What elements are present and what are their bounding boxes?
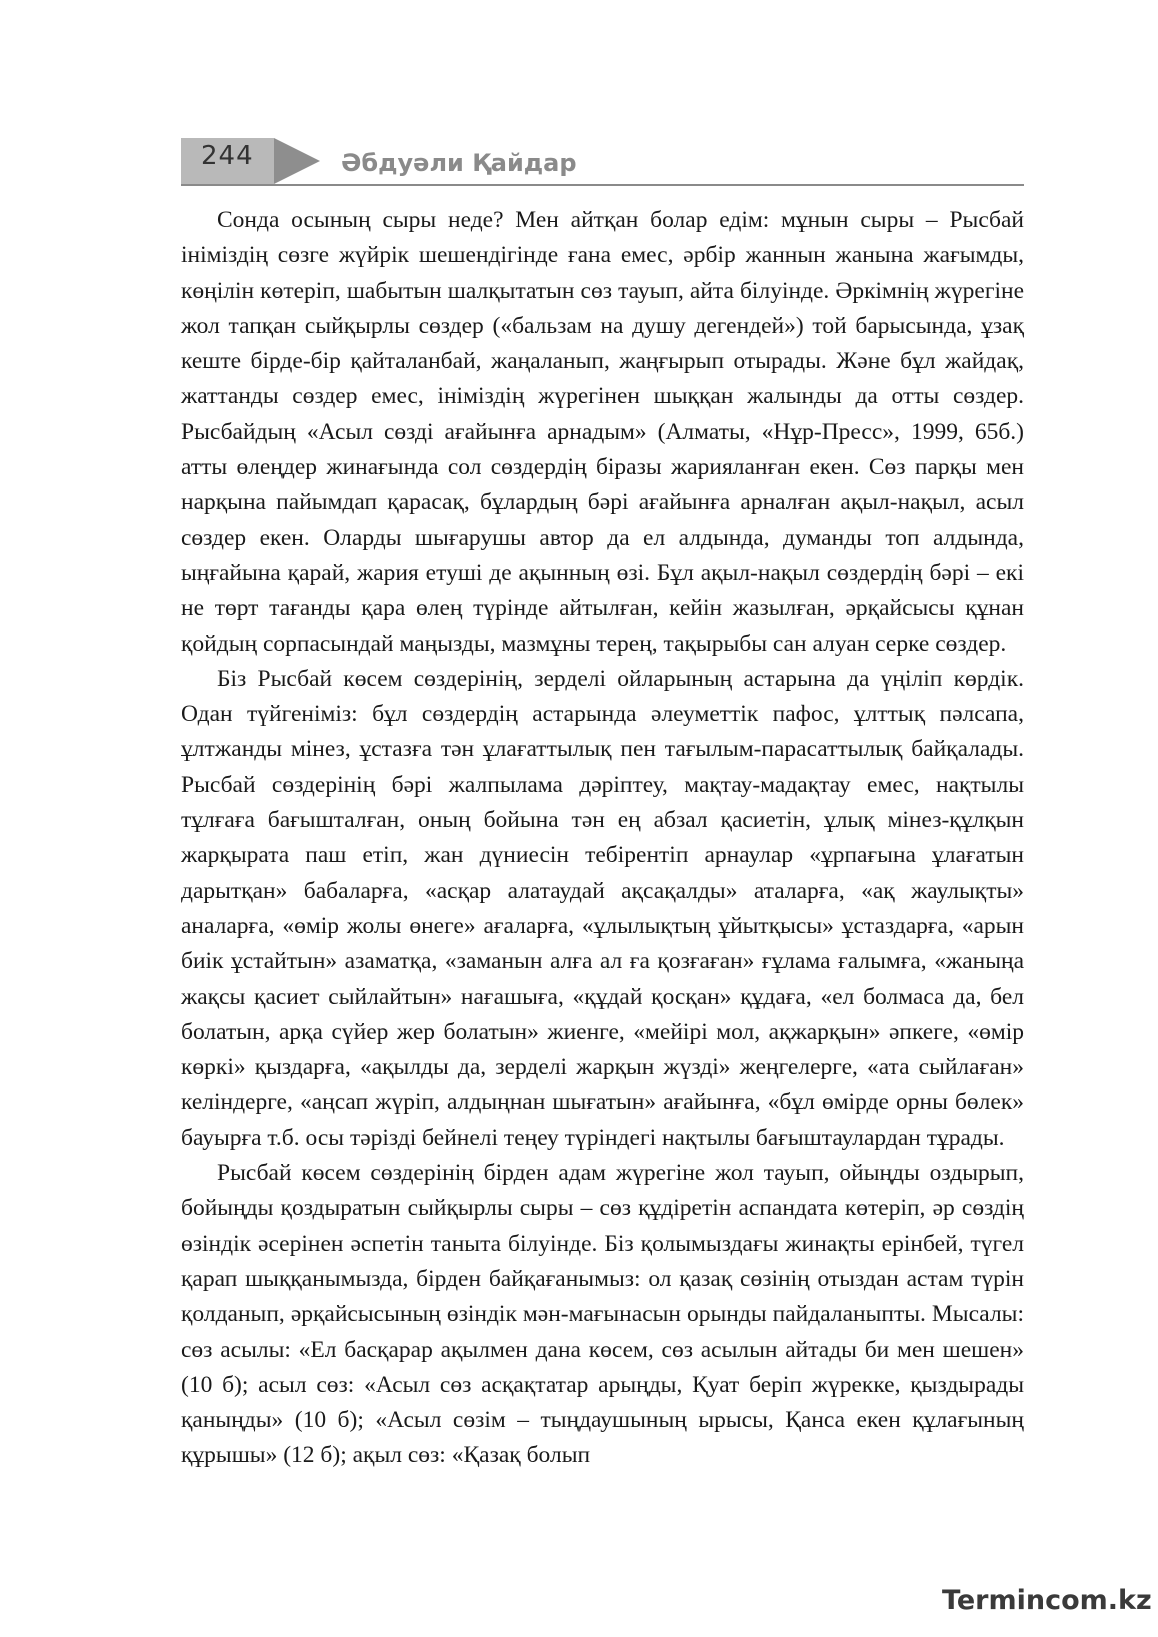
header-arrow-decoration: [274, 138, 320, 184]
watermark-logo: [942, 1585, 1152, 1616]
watermark-text: Termincom.kz: [942, 1585, 1152, 1616]
paragraph-2: Біз Рысбай көсем сөздерінің, зерделі ойларының астарына да үңіліп көрдік. Одан түйгеніміз: бұл сөздердің астарында әлеуметтік пафос, ұлттық пәлсапа, ұлтжанды мінез, ұстазға тән ұлағаттылық пен тағылым-парасаттылық байқалады. Рысбай сөздерінің бәрі жалпылама дәріптеу, мақтау-мадақтау емес, нақтылы тұлғаға бағышталған, оның бойына тән ең абзал қасиетін, ұлық мінез-құлқын жарқырата паш етіп, жан дүниесін тебірентіп арнаулар «ұрпағына ұлағатын дарытқан» бабаларға, «асқар алатаудай ақсақалды» аталарға, «ақ жаулықты» аналарға, «өмір жолы өнеге» ағаларға, «ұлылықтың ұйытқысы» ұстаздарға, «арын биік ұстайтын» азаматқа, «заманын алға ал ға қозғаған» ғұлама ғалымға, «жаныңа жақсы қасиет сыйлайтын» нағашыға, «құдай қосқан» құдаға, «ел болмаса да, бел болатын, арқа сүйер жер болатын» жиенге, «мейірі мол, ақжарқын» әпкеге, «өмір көркі» қыздарға, «ақылды да, зерделі жарқын жүзді» жеңгелерге, «ата сыйлаған» келіндерге, «аңсап жүріп, алдыңнан шығатын» ағайынға, «бұл өмірде орны бөлек» бауырға т.б. осы тәрізді бейнелі теңеу түріндегі нақтылы бағыштаулардан тұрады.: [181, 665, 1024, 1151]
header-rule: [181, 184, 1024, 186]
body-text: [181, 203, 1024, 1474]
paragraph-3: Рысбай көсем сөздерінің бірден адам жүрегіне жол тауып, ойыңды оздырып, бойыңды қоздыратын сыйқырлы сыры – сөз құдіретін аспандата көтеріп, әр сөздің өзіндік әсерінен әспетін таныта білуінде. Біз қолымыздағы жинақты ерінбей, түгел қарап шыққанымызда, бірден байқағанымыз: ол қазақ сөзінің отыздан астам түрін қолданып, әрқайсысының өзіндік мән-мағынасын орынды пайдаланыпты. Мысалы: сөз асылы: «Ел басқарар ақылмен дана көсем, сөз асылын айтады би мен шешен» (10 б); асыл сөз: «Асыл сөз асқақтатар арыңды, Қуат беріп жүрекке, қыздырады қаныңды» (10 б); «Асыл сөзім – тыңдаушының ырысы, Қанса екен құлағының құрышы» (12 б); ақыл сөз: «Қазақ болып: [181, 1160, 1024, 1469]
page-number: 244: [201, 141, 254, 171]
page-number-box: [181, 138, 274, 184]
paragraph-1: Сонда осының сыры неде? Мен айтқан болар едім: мұнын сыры – Рысбай інімiздің сөзге жүйрік шешендігінде ғана емес, әрбір жаннын жанына жағымды, көңілін көтеріп, шабытын шалқытатын сөз тауып, айта білуінде. Әркімнің жүрегіне жол тапқан сыйқырлы сөздер («бальзам на душу дегендей») той барысында, ұзақ кеште бірде-бір қайталанбай, жаңаланып, жаңғырып отырады. Және бұл жайдақ, жаттанды сөздер емес, інімiздің жүрегінен шыққан жалынды да отты сөздер. Рысбайдың «Асыл сөзді ағайынға арнадым» (Алматы, «Нұр-Пресс», 1999, 65б.) атты өлеңдер жинағында сол сөздердің біразы жарияланған екен. Сөз парқы мен нарқына пайымдап қарасақ, бұлардың бәрі ағайынға арналған ақыл-нақыл, асыл сөздер екен. Оларды шығарушы автор да ел алдында, думанды топ алдында, ыңғайына қарай, жария етуші де ақынның өзі. Бұл ақыл-нақыл сөздердің бәрі – екі не төрт тағанды қара өлең түрінде айтылған, кейін жазылған, әрқайсысы құнан қойдың сорпасындай маңызды, мазмұны терең, тақырыбы сан алуан серке сөздер.: [181, 207, 1024, 657]
page-header: [181, 138, 1024, 186]
running-head-author: Әбдуәли Қайдар: [341, 149, 577, 177]
